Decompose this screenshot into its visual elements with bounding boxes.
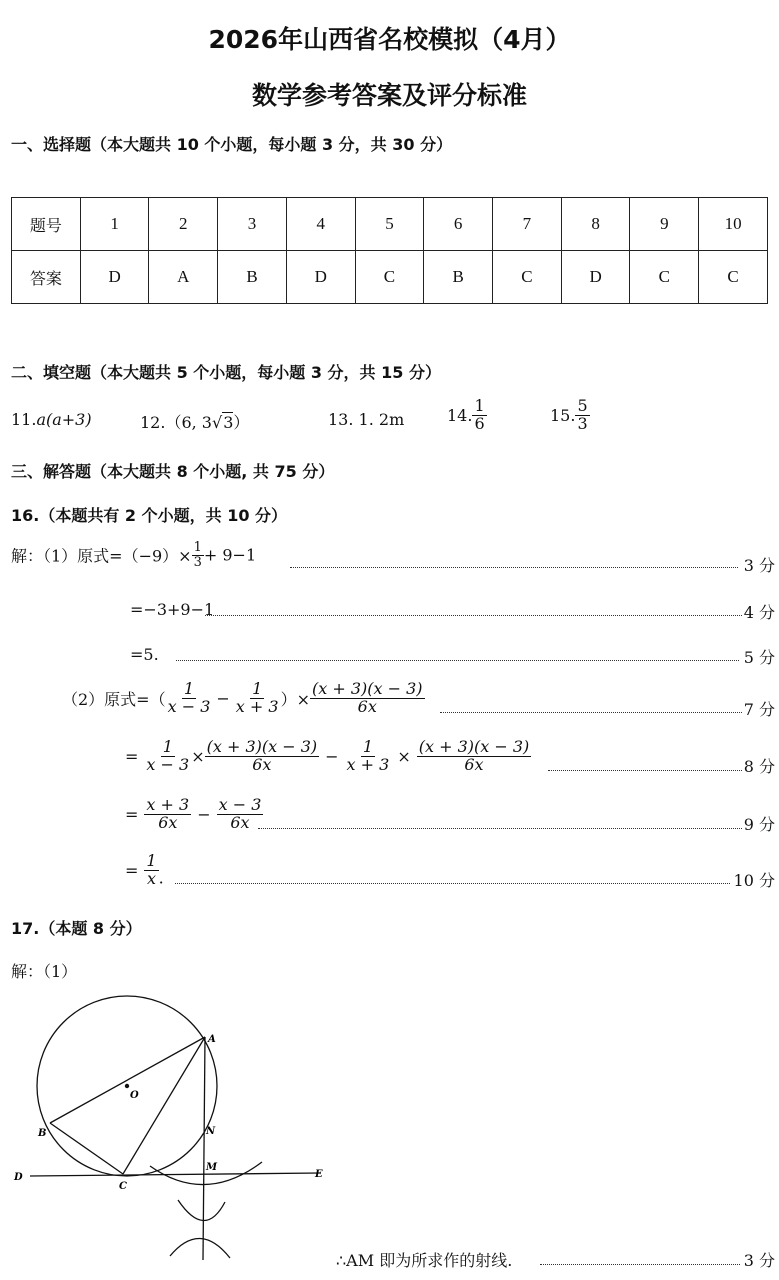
answer-11 [11, 410, 92, 429]
table-cell: 3 [218, 198, 287, 251]
answer-11-value: a(a+3) [36, 410, 92, 429]
answer-15-number: 15. [550, 405, 576, 425]
score-label: 10 分 [733, 871, 775, 890]
table-cell: C [493, 251, 562, 304]
fraction [345, 739, 392, 774]
leader-dots [440, 712, 742, 713]
fraction [417, 739, 532, 774]
score-label: 3 分 [743, 556, 775, 575]
table-cell: C [355, 251, 424, 304]
table-cell: C [630, 251, 699, 304]
table-cell: A [149, 251, 218, 304]
equals-sign: = [125, 860, 139, 880]
geometry-figure [0, 990, 340, 1270]
fraction [166, 681, 213, 716]
times-sign: × [191, 746, 205, 766]
table-header-cell: 答案 [12, 251, 81, 304]
q16-line3: =5. [130, 645, 159, 664]
section3-heading: 三、解答题（本大题共 8 个小题, 共 75 分） [11, 462, 335, 481]
doc-title: 2026年山西省名校模拟（4月） [208, 25, 571, 54]
fraction-denominator: 6x [158, 812, 178, 832]
fraction-numerator: 1 [193, 540, 202, 555]
q16-heading: 16.（本题共有 2 个小题，共 10 分） [11, 506, 288, 525]
table-cell: C [699, 251, 768, 304]
q16-line6 [125, 797, 263, 832]
point-label-c: C [119, 1181, 127, 1192]
q17-intro: 解：（1） [11, 962, 78, 981]
fraction-denominator: 6x [230, 812, 250, 832]
score-label: 8 分 [743, 757, 775, 776]
fraction [144, 853, 158, 888]
score-label: 9 分 [743, 815, 775, 834]
fraction-denominator: 6x [357, 696, 377, 716]
line-de [30, 1173, 320, 1176]
fraction [234, 681, 281, 716]
fraction-numerator: 1 [146, 851, 157, 870]
fraction-denominator: 6x [464, 754, 484, 774]
table-cell: D [561, 251, 630, 304]
sqrt-symbol: √ [211, 413, 223, 432]
score-label: 3 分 [743, 1251, 775, 1270]
q16-line7 [125, 853, 164, 888]
fraction-numerator: 1 [252, 679, 263, 698]
table-row-answers [12, 251, 768, 304]
q16-line1-fraction [192, 541, 204, 569]
ray-am [203, 1037, 205, 1260]
fraction-denominator: x + 3 [346, 754, 390, 774]
close-times: ）× [280, 689, 310, 709]
point-label-m: M [206, 1162, 218, 1173]
section1-heading: 一、选择题（本大题共 10 个小题，每小题 3 分，共 30 分） [11, 135, 453, 154]
table-cell: 5 [355, 198, 424, 251]
minus-sign: − [216, 688, 230, 708]
table-cell: 10 [699, 198, 768, 251]
leader-dots [205, 615, 742, 616]
answer-15-fraction [575, 398, 589, 433]
leader-dots [175, 883, 730, 884]
table-cell: B [218, 251, 287, 304]
table-cell: 2 [149, 198, 218, 251]
point-label-b: B [38, 1128, 47, 1139]
arc-lower-2 [178, 1200, 225, 1221]
table-cell: 9 [630, 198, 699, 251]
score-label: 4 分 [743, 603, 775, 622]
fraction-numerator: 1 [362, 737, 374, 756]
fraction-numerator: (x + 3)(x − 3) [418, 737, 530, 756]
answer-12-radicand: 3 [223, 413, 234, 432]
fraction [144, 797, 191, 832]
fraction-denominator: 6 [474, 413, 485, 433]
answer-14-fraction [472, 398, 486, 433]
fraction-denominator: 3 [193, 554, 202, 570]
point-label-n: N [206, 1126, 216, 1137]
fraction-numerator: x − 3 [218, 795, 262, 814]
fraction-denominator: x − 3 [146, 754, 190, 774]
fraction-denominator: 6x [252, 754, 272, 774]
fraction-numerator: x + 3 [146, 795, 190, 814]
table-cell: 8 [561, 198, 630, 251]
table-row-numbers [12, 198, 768, 251]
q16-line5 [125, 739, 531, 774]
minus-sign: − [197, 804, 211, 824]
fraction-denominator: x + 3 [235, 696, 279, 716]
point-label-o: O [130, 1090, 139, 1101]
q16-line1-intro: 解：（1）原式=（−9）× [11, 546, 192, 566]
point-label-e: E [315, 1169, 323, 1180]
table-cell: D [80, 251, 149, 304]
point-label-a: A [208, 1034, 216, 1045]
fraction-numerator: (x + 3)(x − 3) [311, 679, 423, 698]
q16-line4 [62, 681, 425, 716]
answer-12 [140, 410, 249, 433]
table-cell: B [424, 251, 493, 304]
score-label: 7 分 [743, 700, 775, 719]
period: . [158, 868, 164, 888]
fraction [217, 797, 264, 832]
fraction-numerator: 1 [162, 737, 173, 756]
answer-13: 13. 1. 2m [328, 410, 405, 429]
fraction [205, 739, 320, 774]
segment-ab [50, 1037, 205, 1123]
score-label: 5 分 [743, 648, 775, 667]
q16-line2: =−3+9−1 [130, 600, 215, 619]
q16-line1 [11, 541, 256, 569]
table-cell: D [286, 251, 355, 304]
answer-14-number: 14. [447, 405, 473, 425]
fraction-numerator: 1 [183, 679, 195, 698]
equals-sign: = [125, 804, 139, 824]
fraction-denominator: x [146, 868, 157, 888]
fraction-numerator: 5 [577, 396, 588, 415]
leader-dots [258, 828, 742, 829]
answer-table [11, 197, 768, 304]
q17-heading: 17.（本题 8 分） [11, 919, 142, 938]
q17-conclusion: ∴AM 即为所求作的射线. [336, 1251, 513, 1270]
answer-11-number: 11. [11, 410, 37, 429]
q16-part2-intro: （2）原式=（ [62, 689, 166, 709]
fraction-numerator: (x + 3)(x − 3) [206, 737, 318, 756]
center-point [125, 1084, 129, 1088]
leader-dots [540, 1264, 740, 1265]
equals-sign: = [125, 746, 139, 766]
answer-12-prefix: 12.（6, 3 [140, 413, 212, 432]
arc-lower-1 [170, 1238, 230, 1258]
minus-sign: − [325, 746, 339, 766]
table-cell: 1 [80, 198, 149, 251]
table-cell: 4 [286, 198, 355, 251]
answer-15 [550, 398, 590, 433]
fraction-numerator: 1 [474, 396, 485, 415]
point-label-d: D [14, 1172, 23, 1183]
table-cell: 6 [424, 198, 493, 251]
times-sign: × [397, 746, 411, 766]
doc-subtitle: 数学参考答案及评分标准 [251, 81, 527, 110]
answer-14 [447, 398, 487, 433]
fraction-denominator: x − 3 [167, 696, 211, 716]
answer-12-bracket: ） [233, 413, 250, 432]
leader-dots [176, 660, 739, 661]
segment-ac [123, 1037, 205, 1174]
fraction [144, 739, 191, 774]
table-cell: 7 [493, 198, 562, 251]
leader-dots [290, 567, 738, 568]
fraction [310, 681, 425, 716]
table-header-cell: 题号 [12, 198, 81, 251]
section2-heading: 二、填空题（本大题共 5 个小题，每小题 3 分，共 15 分） [11, 363, 441, 382]
leader-dots [548, 770, 742, 771]
fraction-denominator: 3 [577, 413, 588, 433]
q16-line1-tail: + 9−1 [203, 545, 257, 565]
